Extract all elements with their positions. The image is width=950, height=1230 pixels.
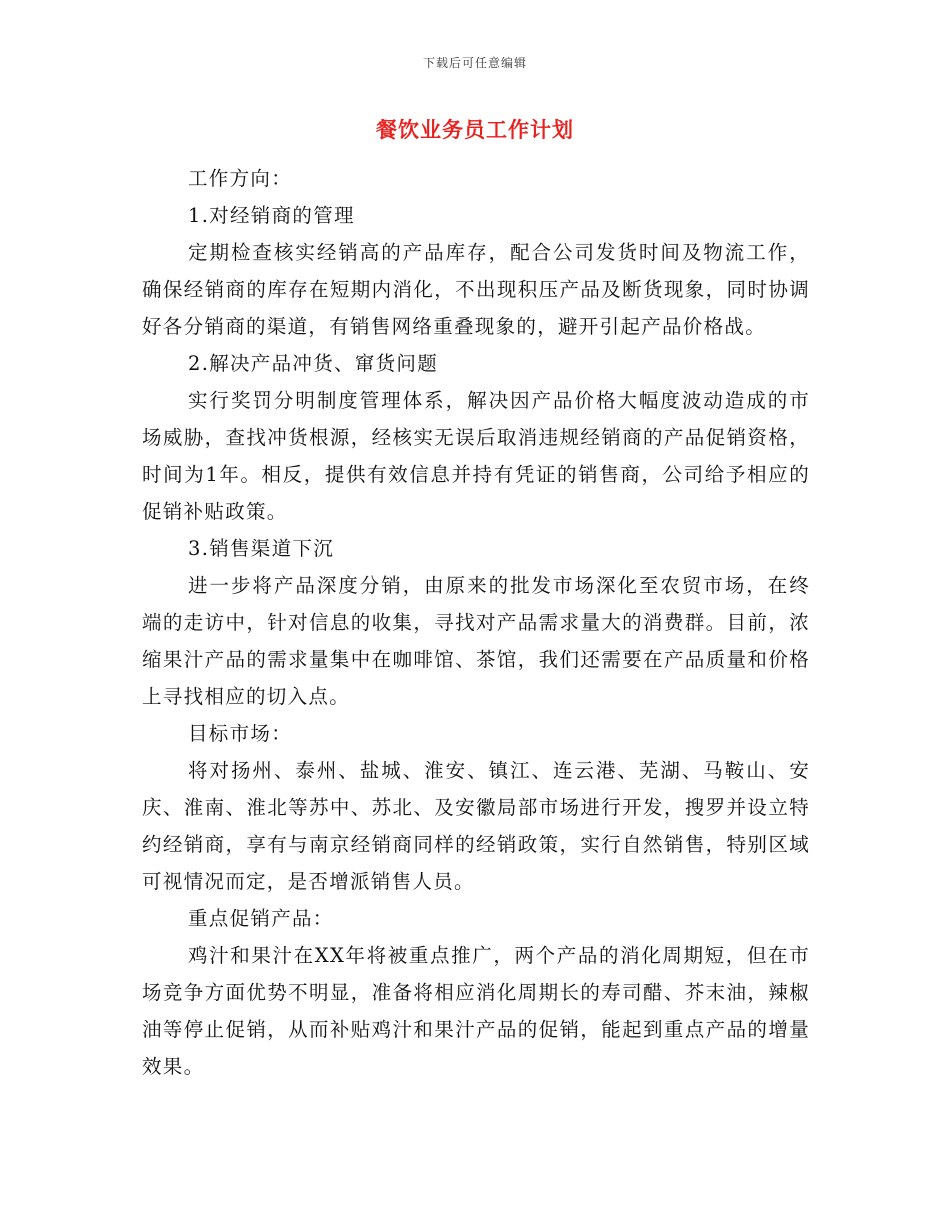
document-title: 餐饮业务员工作计划 <box>376 117 574 142</box>
paragraph-channel-sinking: 进一步将产品深度分销，由原来的批发市场深化至农贸市场，在终端的走访中，针对信息的收集，寻找对产品需求量大的消费群。目前，浓缩果汁产品的需求量集中在咖啡馆、茶馆，我们还需要在产品质量和价格上寻找相应的切入点。 <box>142 574 810 708</box>
section-heading-target-market: 目标市场： <box>188 722 293 745</box>
subheading-channel-sinking: 3.销售渠道下沉 <box>188 537 335 560</box>
document-body <box>142 160 810 1085</box>
paragraph-key-products: 鸡汁和果汁在XX年将被重点推广，两个产品的消化周期短，但在市场竞争方面优势不明显，准备将相应消化周期长的寿司醋、芥末油，辣椒油等停止促销，从而补贴鸡汁和果汁产品的促销，能起到重点产品的增量效果。 <box>142 944 810 1078</box>
paragraph-cross-selling: 实行奖罚分明制度管理体系，解决因产品价格大幅度波动造成的市场威胁，查找冲货根源，经核实无误后取消违规经销商的产品促销资格，时间为1年。相反，提供有效信息并持有凭证的销售商，公司给予相应的促销补贴政策。 <box>142 389 810 523</box>
subheading-cross-selling: 2.解决产品冲货、窜货问题 <box>188 352 439 375</box>
section-heading-work-direction: 工作方向： <box>188 167 293 190</box>
section-heading-key-products: 重点促销产品： <box>188 907 334 930</box>
page-header-note: 下载后可任意编辑 <box>422 56 527 70</box>
paragraph-dealer-management: 定期检查核实经销高的产品库存，配合公司发货时间及物流工作，确保经销商的库存在短期内消化，不出现积压产品及断货现象，同时协调好各分销商的渠道，有销售网络重叠现象的，避开引起产品价格战。 <box>142 241 810 338</box>
paragraph-target-market: 将对扬州、泰州、盐城、淮安、镇江、连云港、芜湖、马鞍山、安庆、淮南、淮北等苏中、苏北、及安徽局部市场进行开发，搜罗并设立特约经销商，享有与南京经销商同样的经销政策，实行自然销售，特别区域可视情况而定，是否增派销售人员。 <box>142 759 810 893</box>
subheading-dealer-management: 1.对经销商的管理 <box>188 204 355 227</box>
